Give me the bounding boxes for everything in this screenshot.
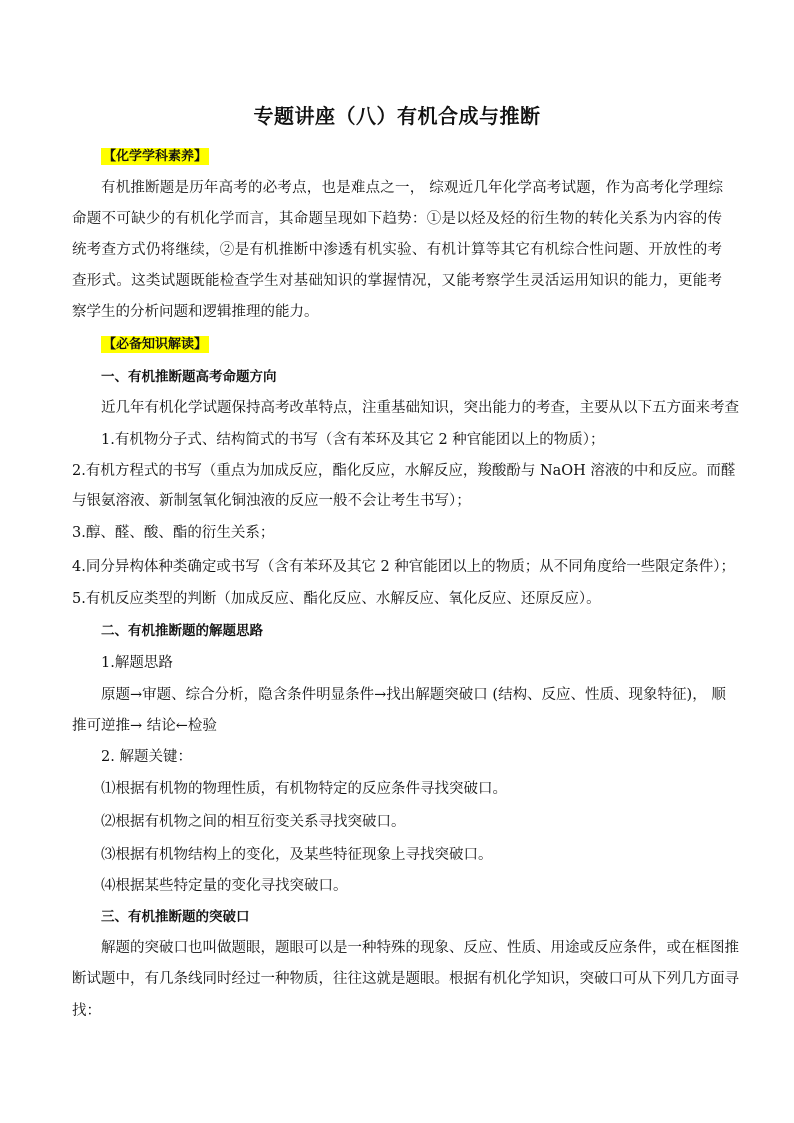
literacy-tag-line [101,146,723,167]
paragraph-line: 原题→审题、综合分析，隐含条件明显条件→找出解题突破口 (结构、反应、性质、现象特征)， 顺 [101,687,726,703]
literacy-paragraph-line: 有机推断题是历年高考的必考点，也是难点之一， 综观近几年化学高考试题，作为高考化学理综 [101,180,723,196]
list-item: 4.同分异构体种类确定或书写（含有苯环及其它 2 种官能团以上的物质；从不同角度给一些限定条件）； [72,559,736,575]
subheading: 2. 解题关键： [101,749,192,765]
paragraph-line: 解题的突破口也叫做题眼，题眼可以是一种特殊的现象、反应、性质、用途或反应条件，或在框图推 [101,940,739,956]
knowledge-tag-line [101,334,723,355]
subheading: 1.解题思路 [101,655,173,671]
list-item: ⑶根据有机物结构上的变化，及某些特征现象上寻找突破口。 [101,847,493,863]
paragraph-line: 近几年有机化学试题保持高考改革特点，注重基础知识，突出能力的考查，主要从以下五方面来考查 [101,400,739,416]
paragraph-line: 断试题中，有几条线同时经过一种物质，往往这就是题眼。根据有机化学知识，突破口可从下列几方面寻 [72,971,739,987]
list-item: ⑴根据有机物的物理性质，有机物特定的反应条件寻找突破口。 [101,781,507,797]
list-item: 1.有机物分子式、结构简式的书写（含有苯环及其它 2 种官能团以上的物质）； [101,432,605,448]
list-item: ⑵根据有机物之间的相互衍变关系寻找突破口。 [101,814,406,830]
paragraph-line: 找： [72,1003,101,1019]
section-heading: 二、有机推断题的解题思路 [101,623,263,639]
literacy-paragraph-line: 统考查方式仍将继续，②是有机推断中渗透有机实验、有机计算等其它有机综合性问题、开放性的考 [72,242,722,258]
paragraph-line: 推可逆推→ 结论←检验 [72,718,217,734]
literacy-paragraph-line: 查形式。这类试题既能检查学生对基础知识的掌握情况，又能考察学生灵活运用知识的能力，更能考 [72,273,722,289]
list-item: 2.有机方程式的书写（重点为加成反应，酯化反应，水解反应，羧酸酚与 NaOH 溶液的中和反应。而醛 [72,463,736,479]
list-item: 3.醇、醛、酸、酯的衍生关系； [72,525,275,541]
literacy-paragraph-line: 察学生的分析问题和逻辑推理的能力。 [72,304,319,320]
literacy-section-tag: 【化学学科素养】 [103,149,208,164]
list-item: 与银氨溶液、新制氢氧化铜浊液的反应一般不会让考生书写）； [72,493,471,509]
list-item: ⑷根据某些特定量的变化寻找突破口。 [101,878,348,894]
page-title: 专题讲座（八）有机合成与推断 [253,104,541,128]
section-heading: 三、有机推断题的突破口 [101,909,250,925]
list-item: 5.有机反应类型的判断（加成反应、酯化反应、水解反应、氧化反应、还原反应）。 [72,591,601,607]
literacy-paragraph-line: 命题不可缺少的有机化学而言，其命题呈现如下趋势：①是以烃及烃的衍生物的转化关系为内容的传 [72,211,722,227]
section-heading: 一、有机推断题高考命题方向 [101,369,277,385]
knowledge-section-tag: 【必备知识解读】 [103,337,208,352]
